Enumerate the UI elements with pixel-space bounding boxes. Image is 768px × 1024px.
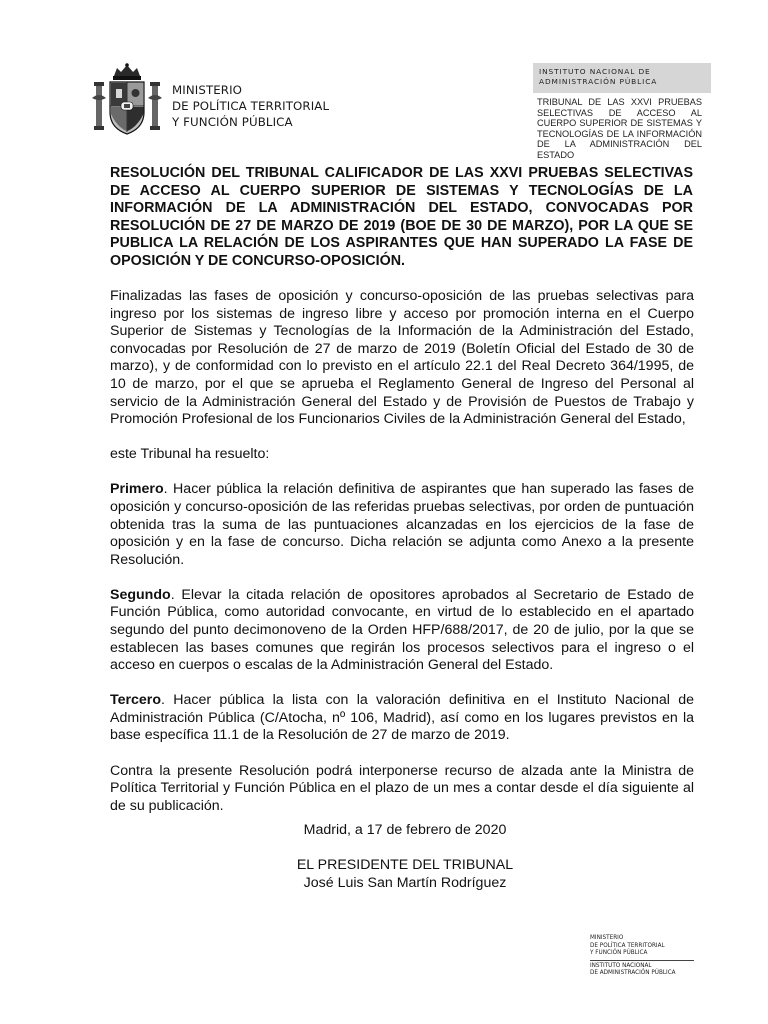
- tercero-label: Tercero: [110, 692, 161, 709]
- footer-inap-line: INSTITUTO NACIONAL: [590, 962, 652, 969]
- document-title: RESOLUCIÓN DEL TRIBUNAL CALIFICADOR DE LAS XXVI PRUEBAS SELECTIVAS DE ACCESO AL CUERPO SUPERIOR DE SISTEMAS Y TECNOLOGÍAS DE LA INFORMACIÓN DE LA ADMINISTRACIÓN DEL ESTADO, CONVOCADAS POR RESOLUCIÓN DE 27 DE MARZO DE 2019 (BOE DE 30 DE MARZO), POR LA QUE SE PUBLICA LA RELACIÓN DE LOS ASPIRANTES QUE HAN SUPERADO LA FASE DE OPOSICIÓN Y DE CONCURSO-OPOSICIÓN.: [110, 165, 693, 269]
- tercero-text: . Hacer pública la lista con la valoración definitiva en el Instituto Nacional de Administración Pública (C/Atocha, nº 106, Madrid), así como en los lugares previstos en la base específica 11.1 de la Resolución de 27 de marzo de 2019.: [110, 692, 694, 744]
- footer-divider: [590, 960, 694, 961]
- footer-inap-line: DE ADMINISTRACIÓN PÚBLICA: [590, 970, 676, 977]
- primero-label: Primero: [110, 481, 164, 498]
- footer-ministry-line: Y FUNCIÓN PÚBLICA: [590, 950, 648, 957]
- footer-ministry-line: MINISTERIO: [590, 935, 624, 941]
- tercero-paragraph: [110, 692, 694, 745]
- footer-ministry-line: DE POLÍTICA TERRITORIAL: [590, 942, 665, 949]
- inap-line: ADMINISTRACIÓN PÚBLICA: [539, 77, 658, 86]
- signer-name: José Luis San Martín Rodríguez: [303, 874, 507, 891]
- resolved-line: este Tribunal ha resuelto:: [110, 446, 270, 463]
- segundo-text: . Elevar la citada relación de opositores aprobados al Secretario de Estado de Función Pública, como autoridad convocante, en virtud de lo establecido en el apartado segundo del punto decimonoveno de la Orden HFP/688/2017, de 20 de julio, por la que se establecen las bases comunes que regirán los procesos selectivos para el ingreso o el acceso en cuerpos o escalas de la Administración General del Estado.: [110, 586, 694, 674]
- primero-text: . Hacer pública la relación definitiva de aspirantes que han superado las fases de oposición y concurso-oposición de las referidas pruebas selectivas, por orden de puntuación obtenida tras la suma de las puntuaciones alcanzadas en los ejercicios de la fase de oposición y en la fase de concurso. Dicha relación se adjunta como Anexo a la presente Resolución.: [110, 481, 694, 568]
- segundo-paragraph: [110, 587, 694, 675]
- segundo-label: Segundo: [110, 586, 171, 603]
- document-body: [110, 288, 694, 833]
- tribunal-header: TRIBUNAL DE LAS XXVI PRUEBAS SELECTIVAS DE ACCESO AL CUERPO SUPERIOR DE SISTEMAS Y TECNOLOGÍAS DE LA INFORMACIÓN DE LA ADMINISTRACIÓN DEL ESTADO: [537, 97, 702, 160]
- ministry-line: MINISTERIO: [172, 83, 243, 97]
- ministry-header: [172, 82, 329, 130]
- inap-header-box: [533, 63, 711, 93]
- ministry-line: DE POLÍTICA TERRITORIAL: [172, 99, 330, 113]
- appeal-paragraph: Contra la presente Resolución podrá interponerse recurso de alzada ante la Ministra de Política Territorial y Función Pública en el plazo de un mes a contar desde el día siguiente al de su publicación.: [110, 762, 694, 814]
- signer-role: EL PRESIDENTE DEL TRIBUNAL: [296, 857, 514, 874]
- inap-line: INSTITUTO NACIONAL DE: [539, 67, 651, 76]
- coat-of-arms-icon: [90, 62, 164, 138]
- signature-date: Madrid, a 17 de febrero de 2020: [303, 822, 507, 838]
- ministry-line: Y FUNCIÓN PÚBLICA: [172, 115, 293, 129]
- intro-paragraph: Finalizadas las fases de oposición y concurso-oposición de las pruebas selectivas para ingreso por los sistemas de ingreso libre y acceso por promoción interna en el Cuerpo Superior de Sistemas y Tecnologías de la Información de la Administración del Estado, convocadas por Resolución de 27 de marzo de 2019 (Boletín Oficial del Estado de 30 de marzo), y de conformidad con lo previsto en el artículo 22.1 del Real Decreto 364/1995, de 10 de marzo, por el que se aprueba el Reglamento General de Ingreso del Personal al servicio de la Administración General del Estado y de Provisión de Puestos de Trabajo y Promoción Profesional de los Funcionarios Civiles de la Administración General del Estado,: [110, 288, 694, 428]
- primero-paragraph: [110, 481, 694, 569]
- footer-logo: [590, 935, 694, 978]
- signature-block: [150, 822, 660, 892]
